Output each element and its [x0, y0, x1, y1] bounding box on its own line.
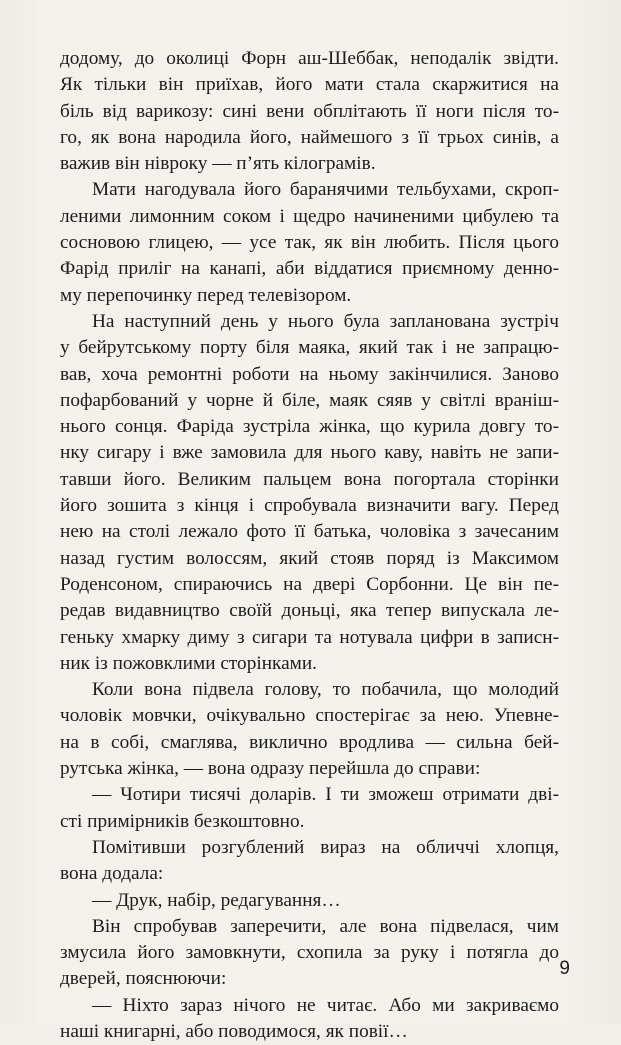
- text-line: додому, до околиці Форн аш-Шеббак, неподалік звідти.: [60, 48, 559, 69]
- text-line: дверей, пояснюючи:: [60, 968, 227, 990]
- text-line: го, як вона народила його, наймешого з її трьох синів, а: [60, 126, 559, 148]
- text-line: на в собі, смаглява, виклично вродлива — сильна бей-: [60, 731, 559, 753]
- text-line: його зошита з кінця і спробувала визначити вагу. Перед: [60, 495, 559, 517]
- text-line: нею на столі лежало фото її батька, чоловіка з зачесаним: [60, 521, 559, 543]
- paragraph: [60, 177, 559, 308]
- text-line: ник із пожовклими сторінками.: [60, 652, 317, 674]
- text-line: наші книгарні, або поводимося, як повії…: [60, 1020, 408, 1042]
- text-line: сті примірників безкоштовно.: [60, 810, 305, 832]
- text-line: вав, хоча ремонтні роботи на ньому закінчилися. Заново: [60, 363, 559, 385]
- text-line: му перепочинку перед телевізором.: [60, 284, 352, 306]
- paragraph: [60, 677, 559, 782]
- paragraph: [60, 46, 559, 177]
- text-line: Роденсоном, спираючись на двері Сорбонни. Це він пе-: [60, 573, 559, 595]
- text-line: назад густим волоссям, який стояв поряд із Максимом: [60, 547, 559, 569]
- text-line: біль від варикозу: сині вени обплітають її ноги після то-: [60, 100, 559, 122]
- text-line: На наступний день у нього була запланована зустріч: [92, 310, 559, 332]
- text-line: важив він нівроку — п’ять кілограмів.: [60, 153, 376, 175]
- text-line: — Друк, набір, редагування…: [92, 889, 341, 911]
- text-line: леними лимонним соком і щедро начиненими цибулею та: [60, 205, 559, 227]
- text-line: Фарід приліг на канапі, аби віддатися приємному денно-: [60, 258, 559, 280]
- text-line: у бейрутському порту біля маяка, який так і не запрацю-: [60, 337, 559, 359]
- paragraph: [60, 914, 559, 993]
- text-line: змусила його замовкнути, схопила за руку і потягла до: [60, 942, 559, 964]
- text-line: редав видавництво своїй доньці, яка тепер випускала ле-: [60, 600, 559, 622]
- text-line: нку сигару і вже замовила для нього каву, навіть не запи-: [60, 442, 559, 464]
- text-line: — Ніхто зараз нічого не читає. Або ми закриваємо: [92, 994, 559, 1016]
- paragraph: [60, 835, 559, 888]
- text-line: Він спробував заперечити, але вона підвелася, чим: [92, 915, 559, 937]
- text-line: чоловік мовчки, очікувально спостерігає за нею. Упевне-: [60, 705, 559, 727]
- text-line: — Чотири тисячі доларів. І ти зможеш отримати дві-: [92, 784, 559, 806]
- paragraph: [60, 309, 559, 677]
- text-line: геньку хмарку диму з сигари та нотувала цифри в записн-: [60, 626, 559, 648]
- text-line: Помітивши розгублений вираз на обличчі хлопця,: [92, 836, 559, 858]
- paragraph: [60, 993, 559, 1045]
- body-text: [60, 46, 559, 1045]
- page-number: 9: [559, 958, 570, 979]
- text-line: Мати нагодувала його баранячими тельбухами, скроп-: [92, 179, 559, 201]
- text-line: Коли вона підвела голову, то побачила, що молодий: [92, 679, 559, 701]
- paragraph: [60, 782, 559, 835]
- text-line: сосновою глицею, — усе так, як він любить. Після цього: [60, 232, 559, 254]
- text-line: Як тільки він приїхав, його мати стала скаржитися на: [60, 74, 559, 96]
- paragraph: [60, 888, 559, 914]
- text-line: вона додала:: [60, 863, 164, 885]
- text-line: рутська жінка, — вона одразу перейшла до справи:: [60, 758, 481, 780]
- text-line: нього сонця. Фаріда зустріла жінка, що курила довгу то-: [60, 416, 559, 438]
- text-line: пофарбований у чорне й біле, маяк сяяв у світлі враніш-: [60, 389, 559, 411]
- text-line: тавши його. Великим пальцем вона погортала сторінки: [60, 468, 559, 490]
